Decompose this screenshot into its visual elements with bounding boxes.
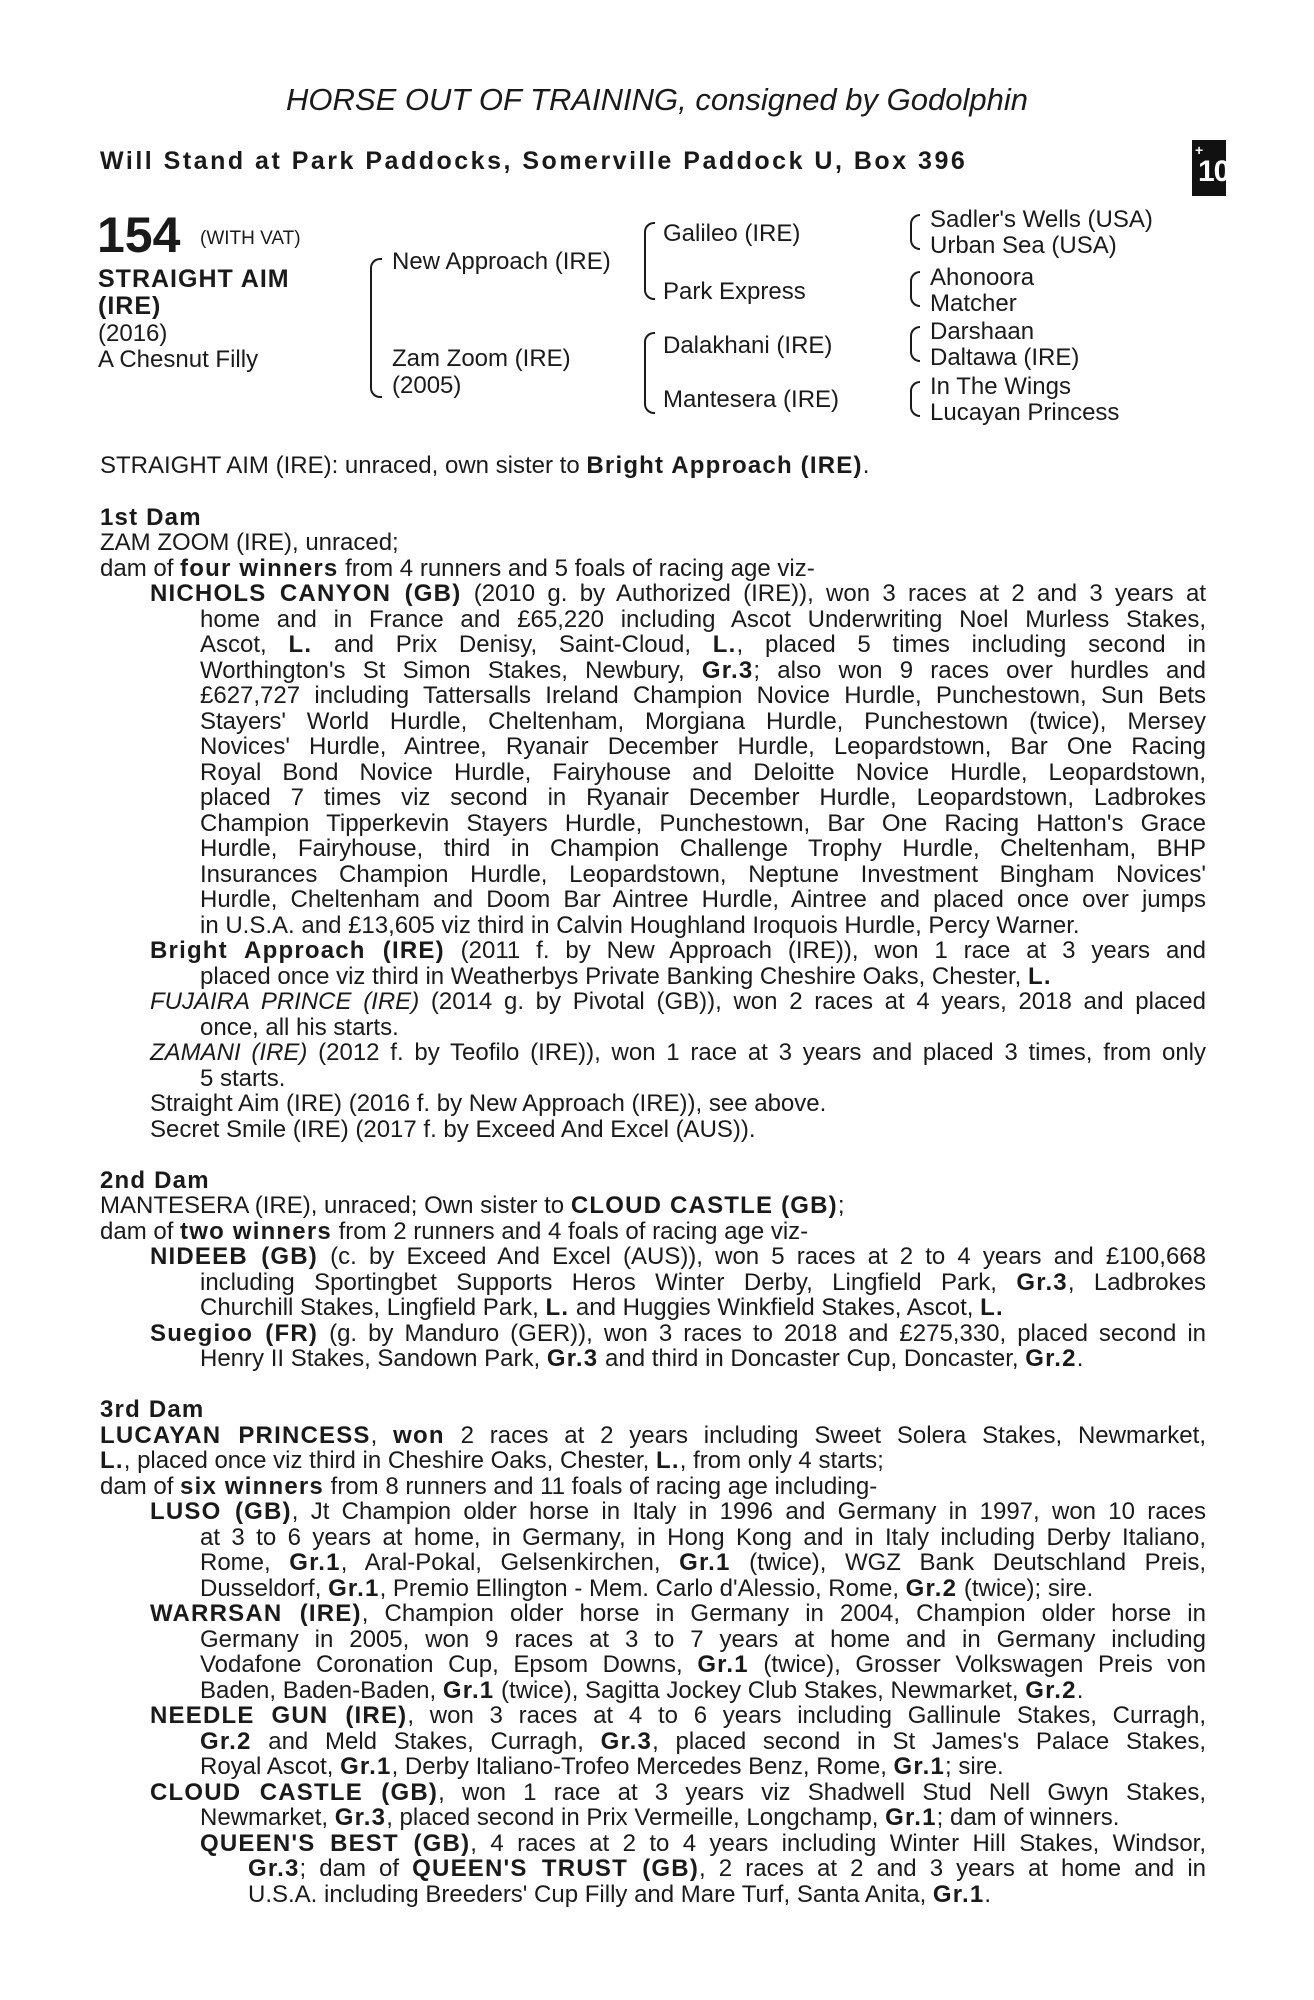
pedigree-gen3-3: Ahonoora — [930, 264, 1035, 291]
produce-queens-best: QUEEN'S BEST (GB), 4 races at 2 to 4 years including Winter Hill Stakes, Windsor, — [200, 1830, 1207, 1857]
text-line: Rome, Gr.1, Aral-Pokal, Gelsenkirchen, Gr.1 (twice), WGZ Bank Deutschland Preis, — [200, 1549, 1206, 1576]
text-line: Newmarket, Gr.3, placed second in Prix Vermeille, Longchamp, Gr.1; dam of winners. — [200, 1804, 1120, 1831]
foaling-year: (2016) — [98, 320, 168, 347]
produce-suegioo: Suegioo (FR) (g. by Manduro (GER)), won 3 races to 2018 and £275,330, placed second in — [150, 1320, 1207, 1347]
text-line: Dusseldorf, Gr.1, Premio Ellington - Mem. Carlo d'Alessio, Rome, Gr.2 (twice); sire. — [200, 1575, 1094, 1602]
lot-badge — [1192, 140, 1230, 196]
text-line: £627,727 including Tattersalls Ireland Champion Novice Hurdle, Punchestown, Sun Bets — [200, 682, 1206, 709]
produce-zamani: ZAMANI (IRE) (2012 f. by Teofilo (IRE)), won 1 race at 3 years and placed 3 times, from only — [150, 1039, 1206, 1066]
text-line: in U.S.A. and £13,605 viz third in Calvin Houghland Iroquois Hurdle, Percy Warner. — [200, 912, 1080, 939]
text-line: placed once viz third in Weatherbys Private Banking Cheshire Oaks, Chester, L. — [200, 963, 1052, 990]
text-line: U.S.A. including Breeders' Cup Filly and Mare Turf, Santa Anita, Gr.1. — [248, 1881, 992, 1908]
produce-nichols-canyon: NICHOLS CANYON (GB) (2010 g. by Authorized (IRE)), won 3 races at 2 and 3 years at — [150, 580, 1207, 607]
produce-fujaira-prince: FUJAIRA PRINCE (IRE) (2014 g. by Pivotal (GB)), won 2 races at 4 years, 2018 and placed — [150, 988, 1207, 1015]
produce-needle-gun: NEEDLE GUN (IRE), won 3 races at 4 to 6 years including Gallinule Stakes, Curragh, — [150, 1702, 1206, 1729]
pedigree-gen3-7: In The Wings — [930, 373, 1071, 400]
pedigree-gen3-6: Daltawa (IRE) — [930, 344, 1080, 371]
pedigree-bracket-main — [370, 258, 382, 398]
text-line: L., placed once viz third in Cheshire Oaks, Chester, L., from only 4 starts; — [100, 1447, 884, 1474]
sibling-link: Bright Approach (IRE) — [586, 452, 863, 479]
text-line: Royal Bond Novice Hurdle, Fairyhouse and Deloitte Novice Hurdle, Leopardstown, — [200, 759, 1206, 786]
text-line: Gr.3; dam of QUEEN'S TRUST (GB), 2 races at 2 and 3 years at home and in — [248, 1855, 1207, 1882]
pedigree-gen2-4: Mantesera (IRE) — [663, 386, 840, 413]
pedigree-gen2-3: Dalakhani (IRE) — [663, 332, 833, 359]
produce-secret-smile: Secret Smile (IRE) (2017 f. by Exceed And Excel (AUS)). — [150, 1116, 756, 1143]
text-line: once, all his starts. — [200, 1014, 399, 1041]
produce-bright-approach: Bright Approach (IRE) (2011 f. by New Approach (IRE)), won 1 race at 3 years and — [150, 937, 1206, 964]
second-dam-heading: 2nd Dam — [100, 1167, 210, 1194]
pedigree-gen3-5: Darshaan — [930, 318, 1035, 345]
third-dam-heading: 3rd Dam — [100, 1396, 205, 1423]
text-line: Vodafone Coronation Cup, Epsom Downs, Gr.1 (twice), Grosser Volkswagen Preis von — [200, 1651, 1206, 1678]
pedigree-bracket-sire — [644, 222, 655, 300]
text-line: Champion Tipperkevin Stayers Hurdle, Punchestown, Bar One Racing Hatton's Grace — [200, 810, 1206, 837]
text-line: Hurdle, Fairyhouse, third in Champion Challenge Trophy Hurdle, Cheltenham, BHP — [200, 835, 1206, 862]
text-line: Baden, Baden-Baden, Gr.1 (twice), Sagitta Jockey Club Stakes, Newmarket, Gr.2. — [200, 1677, 1084, 1704]
text-line: Worthington's St Simon Stakes, Newbury, Gr.3; also won 9 races over hurdles and — [200, 657, 1206, 684]
pedigree-bracket-dam — [644, 332, 655, 414]
text-line: Henry II Stakes, Sandown Park, Gr.3 and third in Doncaster Cup, Doncaster, Gr.2. — [200, 1345, 1084, 1372]
pedigree-gen3-1: Sadler's Wells (USA) — [930, 206, 1153, 233]
second-dam-produce-line: dam of two winners from 2 runners and 4 foals of racing age viz- — [100, 1218, 809, 1245]
second-dam-line: MANTESERA (IRE), unraced; Own sister to CLOUD CASTLE (GB); — [100, 1192, 845, 1219]
pedigree-gen3-8: Lucayan Princess — [930, 399, 1120, 426]
pedigree-gen3-4: Matcher — [930, 290, 1017, 317]
text-line: 5 starts. — [200, 1065, 286, 1092]
produce-luso: LUSO (GB), Jt Champion older horse in Italy in 1996 and Germany in 1997, won 10 races — [150, 1498, 1206, 1525]
pedigree-gen2-2: Park Express — [663, 278, 806, 305]
pedigree-bracket-g3-1 — [910, 214, 920, 250]
pedigree-gen3-2: Urban Sea (USA) — [930, 232, 1117, 259]
text-line: Stayers' World Hurdle, Cheltenham, Morgiana Hurdle, Punchestown (twice), Mersey — [200, 708, 1206, 735]
produce-warrsan: WARRSAN (IRE), Champion older horse in Germany in 2004, Champion older horse in — [150, 1600, 1206, 1627]
text-line: Gr.2 and Meld Stakes, Curragh, Gr.3, placed second in St James's Palace Stakes, — [200, 1728, 1206, 1755]
text-line: including Sportingbet Supports Heros Winter Derby, Lingfield Park, Gr.3, Ladbrokes — [200, 1269, 1206, 1296]
first-dam-heading: 1st Dam — [100, 504, 202, 531]
produce-straight-aim: Straight Aim (IRE) (2016 f. by New Approach (IRE)), see above. — [150, 1090, 827, 1117]
pedigree-gen2-1: Galileo (IRE) — [663, 220, 801, 247]
badge-plus: + — [1195, 142, 1204, 158]
pedigree-bracket-g3-3 — [910, 326, 920, 362]
lot-number: 154 — [97, 207, 181, 263]
horse-name: STRAIGHT AIM (IRE) — [98, 265, 290, 320]
first-dam-line: ZAM ZOOM (IRE), unraced; — [100, 529, 399, 556]
produce-cloud-castle: CLOUD CASTLE (GB), won 1 race at 3 years viz Shadwell Stud Nell Gwyn Stakes, — [150, 1779, 1206, 1806]
third-dam-produce-line: dam of six winners from 8 runners and 11 foals of racing age including- — [100, 1473, 878, 1500]
third-dam-line: LUCAYAN PRINCESS, won 2 races at 2 years including Sweet Solera Stakes, Newmarket, — [100, 1422, 1206, 1449]
stand-location: Will Stand at Park Paddocks, Somerville Paddock U, Box 396 — [100, 147, 968, 175]
pedigree-bracket-g3-2 — [910, 271, 920, 307]
pedigree-bracket-g3-4 — [910, 381, 920, 417]
text-line: at 3 to 6 years at home, in Germany, in Hong Kong and in Italy including Derby Italiano, — [200, 1524, 1206, 1551]
text-line: home and in France and £65,220 including Ascot Underwriting Noel Murless Stakes, — [200, 606, 1206, 633]
page-title: HORSE OUT OF TRAINING, consigned by Godolphin — [286, 82, 1028, 117]
text-line: Ascot, L. and Prix Denisy, Saint-Cloud, L., placed 5 times including second in — [200, 631, 1207, 658]
pedigree-dam: Zam Zoom (IRE) — [392, 345, 571, 372]
badge-number: 10 — [1198, 155, 1230, 188]
horse-description: A Chesnut Filly — [98, 346, 259, 373]
vat-note: (WITH VAT) — [200, 228, 301, 249]
produce-nideeb: NIDEEB (GB) (c. by Exceed And Excel (AUS)), won 5 races at 2 to 4 years and £100,668 — [150, 1243, 1206, 1270]
text-line: Churchill Stakes, Lingfield Park, L. and Huggies Winkfield Stakes, Ascot, L. — [200, 1294, 1004, 1321]
pedigree-sire: New Approach (IRE) — [392, 248, 611, 275]
first-dam-produce-line: dam of four winners from 4 runners and 5 foals of racing age viz- — [100, 555, 815, 582]
text-line: Germany in 2005, won 9 races at 3 to 7 years at home and in Germany including — [200, 1626, 1206, 1653]
intro-line: STRAIGHT AIM (IRE): unraced, own sister to Bright Approach (IRE). — [100, 452, 870, 479]
text-line: Insurances Champion Hurdle, Leopardstown, Neptune Investment Bingham Novices' — [200, 861, 1206, 888]
text-line: Hurdle, Cheltenham and Doom Bar Aintree Hurdle, Aintree and placed once over jumps — [200, 886, 1206, 913]
pedigree-dam-year: (2005) — [392, 372, 462, 399]
text-line: Royal Ascot, Gr.1, Derby Italiano-Trofeo Mercedes Benz, Rome, Gr.1; sire. — [200, 1753, 1004, 1780]
text-line: placed 7 times viz second in Ryanair December Hurdle, Leopardstown, Ladbrokes — [200, 784, 1206, 811]
text-line: Novices' Hurdle, Aintree, Ryanair December Hurdle, Leopardstown, Bar One Racing — [200, 733, 1206, 760]
